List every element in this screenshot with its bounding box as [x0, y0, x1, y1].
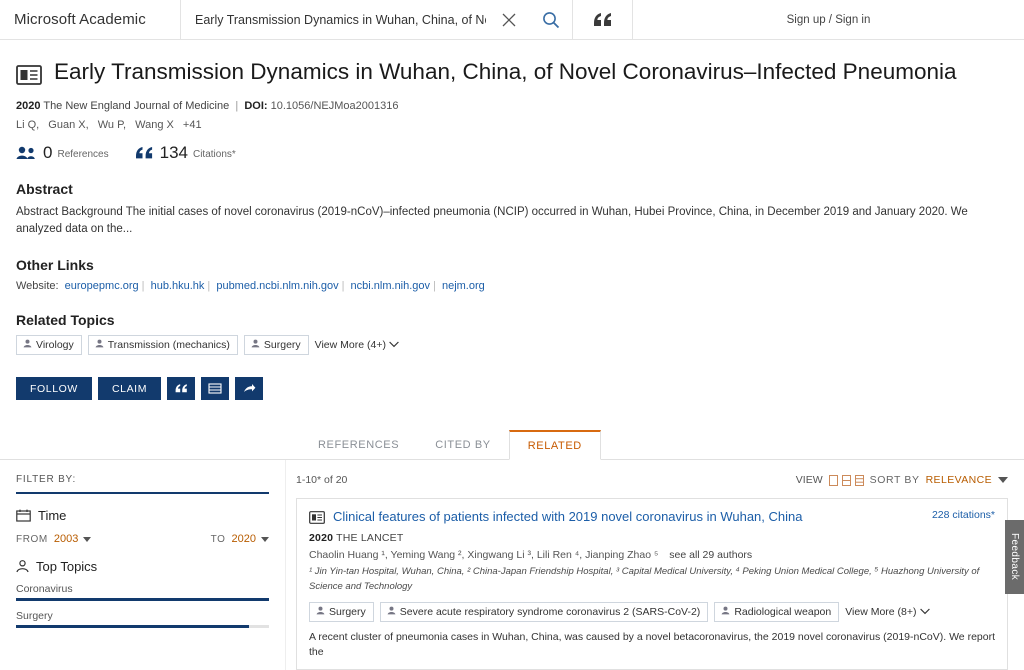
result-meta — [309, 532, 995, 544]
citations-count-item[interactable] — [135, 144, 236, 161]
view-mode-icons[interactable] — [829, 475, 864, 486]
filter-by-label: FILTER BY: — [16, 474, 77, 486]
related-topics-heading: Related Topics — [16, 312, 115, 329]
references-count: 0 — [43, 143, 53, 162]
time-range-row — [16, 533, 269, 545]
result-journal[interactable]: THE LANCET — [336, 532, 404, 545]
publication-icon — [309, 511, 325, 527]
topic-person-icon — [16, 560, 29, 573]
save-button[interactable] — [201, 377, 229, 400]
filter-panel — [0, 460, 285, 670]
references-label: References — [57, 149, 109, 160]
time-to-value[interactable]: 2020 — [231, 533, 256, 546]
result-authors — [309, 549, 995, 561]
share-button[interactable] — [235, 377, 263, 400]
view-compact-icon — [829, 475, 838, 486]
authors-more[interactable]: +41 — [182, 119, 202, 131]
see-all-authors[interactable]: see all 29 authors — [669, 549, 753, 562]
author-item[interactable]: Wu P, — [97, 119, 127, 131]
external-link[interactable]: nejm.org — [441, 280, 485, 293]
search-icon[interactable] — [530, 11, 572, 29]
filter-group-top-topics[interactable] — [16, 559, 269, 574]
topic-chip[interactable] — [380, 602, 709, 622]
calendar-icon — [16, 509, 31, 522]
author-item[interactable]: Wang X — [135, 119, 174, 131]
external-link[interactable]: europepmc.org — [64, 280, 139, 293]
filter-divider — [16, 492, 269, 494]
topic-chip[interactable] — [309, 602, 374, 622]
top-bar — [0, 0, 1024, 40]
topic-icon — [95, 339, 104, 351]
chevron-down-icon — [389, 339, 399, 351]
references-count-item[interactable] — [16, 144, 109, 161]
result-topic-chips — [309, 602, 995, 622]
topic-filter-item[interactable] — [16, 610, 269, 628]
paper-meta: 2020 The New England Journal of Medicine | DOI: 10.1056/NEJMoa2001316 — [16, 100, 399, 112]
topics-view-more[interactable] — [315, 339, 399, 351]
results-header — [296, 474, 1008, 486]
topic-label: Surgery — [329, 605, 366, 618]
topic-chip[interactable] — [88, 335, 238, 355]
filter-group-time[interactable] — [16, 508, 269, 523]
abstract-heading: Abstract — [16, 181, 73, 197]
time-to-wrap — [211, 533, 269, 545]
view-label: VIEW — [795, 474, 823, 487]
citations-count: 134 — [159, 143, 188, 162]
sort-by-label: SORT BY — [869, 474, 920, 487]
time-from-label: FROM — [16, 533, 48, 545]
from-caret-icon[interactable] — [83, 537, 91, 542]
result-affiliations: ¹ Jin Yin-tan Hospital, Wuhan, China, ² China-Japan Friendship Hospital, ³ Capital Medical University, ⁴ Peking Union Medical College, ⁵ Huazhong University of Science and Technology — [309, 566, 980, 592]
other-links-heading: Other Links — [16, 257, 94, 274]
abstract-text: Abstract Background The initial cases of novel coronavirus (2019-nCoV)–infected pneumonia (NCIP) occurred in Wuhan, Hubei Province, China, in December 2019 and January 2020. We analyzed data on the... — [16, 206, 968, 235]
brand-logo[interactable]: Microsoft Academic — [14, 11, 146, 28]
topic-label: Radiological weapon — [734, 605, 832, 618]
title-row — [16, 58, 1008, 88]
cite-quote-icon[interactable] — [573, 0, 633, 39]
topic-label: Severe acute respiratory syndrome coronavirus 2 (SARS-CoV-2) — [399, 605, 701, 618]
time-to-label: TO — [210, 533, 226, 545]
topic-filter-bar — [16, 625, 269, 628]
doi-value[interactable]: 10.1056/NEJMoa2001316 — [270, 100, 399, 112]
view-list-icon — [842, 475, 851, 486]
publication-icon — [16, 64, 44, 88]
sort-by-value[interactable]: RELEVANCE — [925, 474, 992, 487]
topic-label: Virology — [36, 339, 74, 352]
topic-filter-item[interactable] — [16, 583, 269, 601]
topics-view-more-label: View More (4+) — [314, 339, 386, 352]
result-card[interactable] — [296, 498, 1008, 670]
doi-label: DOI: — [244, 100, 268, 112]
topic-chip[interactable] — [16, 335, 82, 355]
topic-filter-label: Surgery — [16, 610, 53, 623]
filter-group-time-label: Time — [38, 508, 67, 524]
topic-icon — [23, 339, 32, 351]
feedback-tab[interactable]: Feedback — [1005, 520, 1024, 594]
search-input[interactable] — [181, 12, 488, 28]
tab-related[interactable]: RELATED — [509, 430, 601, 460]
results-controls — [796, 474, 1008, 486]
signin-link[interactable]: Sign up / Sign in — [786, 13, 871, 26]
website-label: Website: — [16, 280, 59, 293]
topic-filter-label: Coronavirus — [16, 583, 73, 596]
result-title-row — [309, 509, 995, 527]
related-topics-list — [16, 335, 1008, 355]
topic-filter-bar — [16, 598, 269, 601]
result-year: 2020 — [309, 532, 334, 545]
clear-search-icon[interactable] — [488, 13, 530, 27]
page-title: Early Transmission Dynamics in Wuhan, China, of Novel Coronavirus–Infected Pneumonia — [54, 59, 957, 84]
search-bar — [180, 0, 573, 39]
filter-group-top-topics-label: Top Topics — [36, 559, 98, 575]
sort-caret-icon[interactable] — [998, 477, 1008, 483]
citations-label: Citations* — [192, 149, 236, 160]
paper-year: 2020 — [16, 100, 41, 112]
result-abstract: A recent cluster of pneumonia cases in Wuhan, China, was caused by a novel betacoronavirus, the 2019 novel coronavirus (2019-nCoV). We report the — [309, 630, 995, 658]
author-item[interactable]: Guan X, — [48, 119, 89, 131]
tab-bar — [0, 430, 1024, 460]
result-author-list[interactable]: Chaolin Huang ¹, Yeming Wang ², Xingwang Li ³, Lili Ren ⁴, Jianping Zhao ⁵ — [309, 549, 659, 562]
topic-chip[interactable] — [714, 602, 839, 622]
topic-icon — [251, 339, 260, 351]
external-link[interactable]: hub.hku.hk — [150, 280, 205, 293]
counts-row — [16, 144, 1008, 161]
author-list — [16, 119, 1008, 131]
view-detail-icon — [855, 475, 864, 486]
author-item[interactable]: Li Q, — [16, 119, 40, 131]
citations-quote-icon — [135, 145, 155, 161]
topic-label: Transmission (mechanics) — [107, 339, 230, 352]
topic-chip[interactable] — [244, 335, 309, 355]
tab-references[interactable]: REFERENCES — [318, 438, 400, 451]
paper-journal[interactable]: The New England Journal of Medicine — [43, 100, 230, 112]
paper-detail — [0, 40, 1024, 400]
result-citations[interactable]: 228 citations* — [931, 509, 995, 522]
external-link[interactable]: pubmed.ncbi.nlm.nih.gov — [216, 280, 339, 293]
topic-label: Surgery — [263, 339, 301, 352]
follow-button[interactable]: FOLLOW — [16, 377, 92, 400]
external-link[interactable]: ncbi.nlm.nih.gov — [350, 280, 431, 293]
claim-button[interactable]: CLAIM — [98, 377, 161, 400]
action-buttons — [16, 377, 1008, 400]
cite-button[interactable] — [167, 377, 195, 400]
result-chips-view-more-label: View More (8+) — [845, 605, 917, 618]
other-links-row: Website: europepmc.org | hub.hku.hk | pubmed.ncbi.nlm.nih.gov | ncbi.nlm.nih.gov | nejm.org — [16, 280, 485, 293]
results-panel — [285, 460, 1024, 670]
results-range: 1-10* of 20 — [296, 474, 348, 487]
references-icon — [16, 145, 38, 161]
time-from-value[interactable]: 2003 — [53, 533, 79, 546]
tab-cited-by[interactable]: CITED BY — [435, 438, 491, 451]
result-title[interactable]: Clinical features of patients infected with 2019 novel coronavirus in Wuhan, China — [333, 509, 803, 525]
to-caret-icon[interactable] — [261, 537, 269, 542]
lower-content — [0, 460, 1024, 670]
